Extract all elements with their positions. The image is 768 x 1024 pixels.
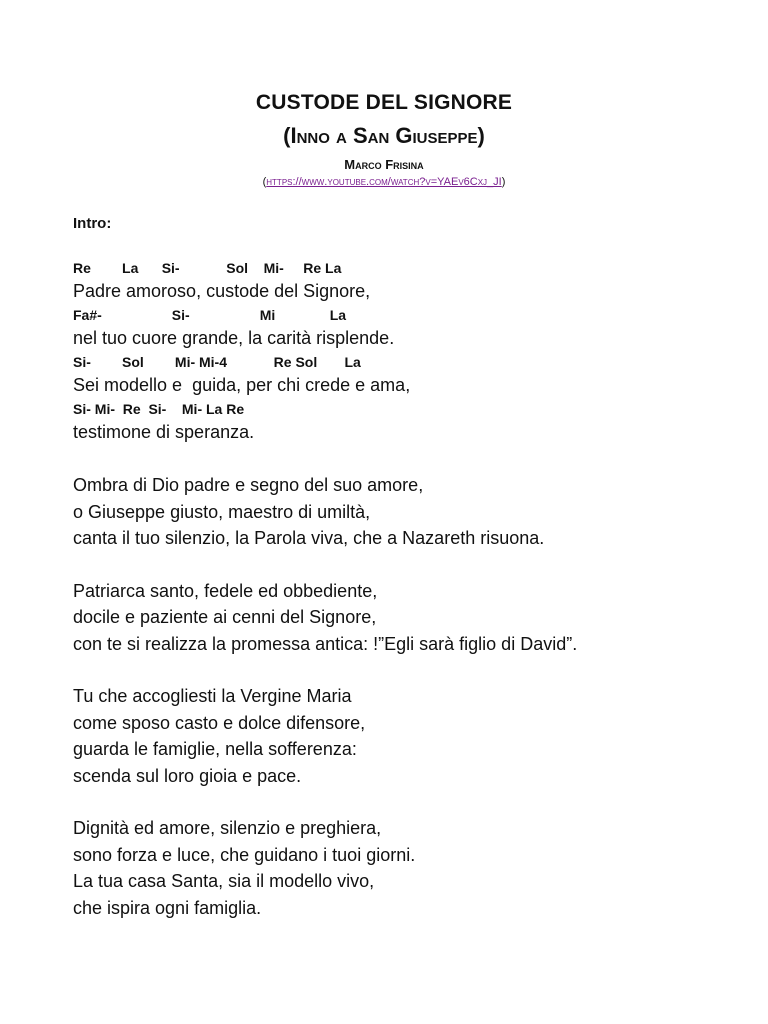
lyric-line: Ombra di Dio padre e segno del suo amore,	[73, 475, 424, 495]
lyric-line: docile e paziente ai cenni del Signore,	[73, 607, 377, 627]
chord-line: Si- Sol Mi- Mi-4 Re Sol La	[73, 354, 361, 370]
chord-line: Re La Si- Sol Mi- Re La	[73, 260, 342, 276]
lyric-line: o Giuseppe giusto, maestro di umiltà,	[73, 501, 371, 522]
lyric-line: Tu che accogliesti la Vergine Maria	[73, 686, 352, 706]
link-open-paren: (	[262, 176, 267, 188]
lyric-line: canta il tuo silenzio, la Parola viva, che a Nazareth risuona.	[73, 528, 545, 548]
lyric-line: sono forza e luce, che guidano i tuoi giorni.	[73, 844, 416, 865]
song-content	[73, 210, 733, 921]
link-line	[0, 174, 768, 190]
lyric-line: con te si realizza la promessa antica: !”Egli sarà figlio di David”.	[73, 633, 578, 654]
lyric-line: guarda le famiglie, nella sofferenza:	[73, 739, 357, 759]
lyric-line: Dignità ed amore, silenzio e preghiera,	[73, 818, 382, 838]
stanza	[73, 683, 733, 789]
stanza	[73, 578, 733, 658]
lyric-line: scenda sul loro gioia e pace.	[73, 765, 302, 786]
song-subtitle: (Inno a San Giuseppe)	[283, 123, 485, 148]
lyric-line: Patriarca santo, fedele ed obbediente,	[73, 580, 378, 601]
lyric-line: che ispira ogni famiglia.	[73, 897, 262, 918]
song-author: Marco Frisina	[344, 157, 424, 172]
lyric-line: La tua casa Santa, sia il modello vivo,	[73, 871, 375, 891]
lyric-line: testimone di speranza.	[73, 422, 255, 442]
lyric-line: nel tuo cuore grande, la carità risplende.	[73, 328, 395, 348]
link-close-paren: )	[501, 176, 506, 188]
stanza	[73, 472, 733, 552]
document-header	[0, 88, 768, 190]
intro-label: Intro:	[73, 215, 112, 232]
song-title: CUSTODE DEL SIGNORE	[255, 91, 513, 114]
chord-line: Fa#- Si- Mi La	[73, 307, 347, 323]
lyric-line: Padre amoroso, custode del Signore,	[73, 281, 371, 301]
lyric-line: come sposo casto e dolce difensore,	[73, 712, 366, 733]
stanza	[73, 815, 733, 921]
lyric-line: Sei modello e guida, per chi crede e ama,	[73, 375, 411, 395]
chord-line: Si- Mi- Re Si- Mi- La Re	[73, 401, 245, 417]
verse-with-chords	[73, 258, 733, 446]
youtube-link[interactable]: https://www.youtube.com/watch?v=YAEv6Cxj_JI	[266, 176, 502, 188]
